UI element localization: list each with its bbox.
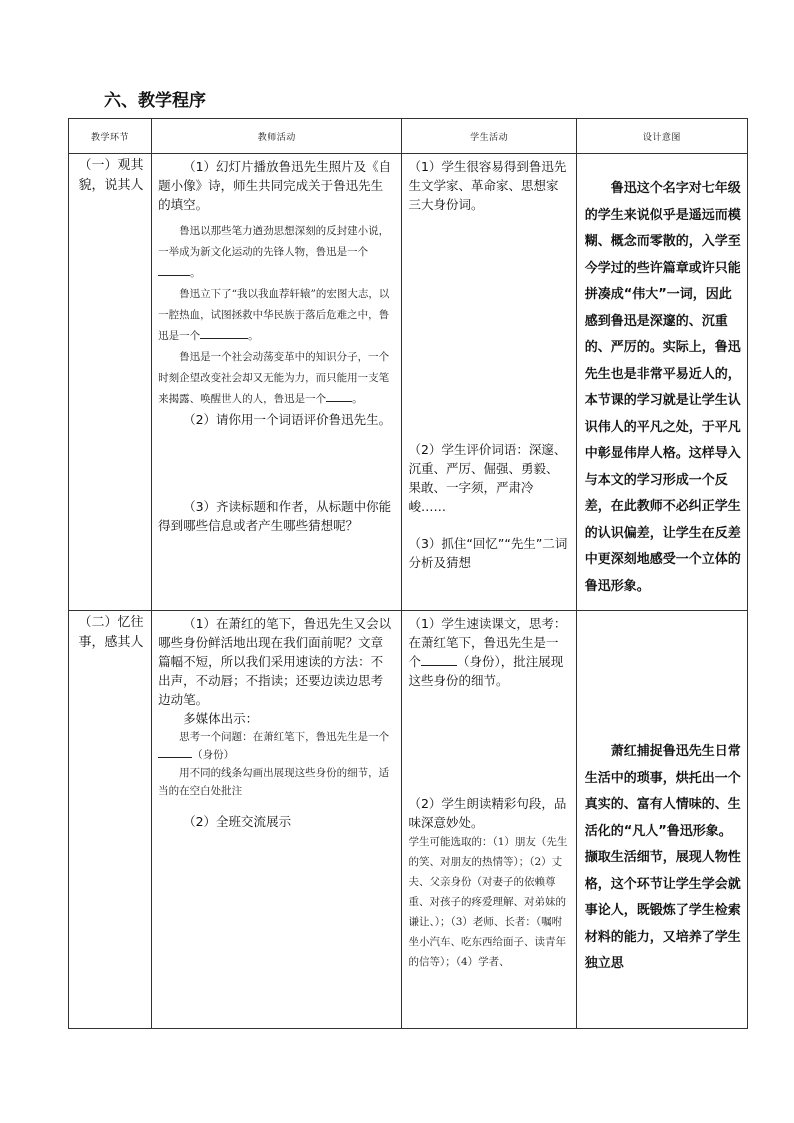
header-design-intent: 设计意图	[576, 119, 747, 154]
table-header-row	[69, 119, 748, 154]
fill-blank-question: 鲁迅立下了“我以我血荐轩辕”的宏图大志，以一腔热血，试图拯救中华民族于落后危难之中，鲁迅是一个 。	[158, 288, 390, 342]
fill-blank-question: 鲁迅是一个社会动荡变革中的知识分子，一个时刻企望改变社会却又无能为力，而只能用一支笔来揭露、唤醒世人的人，鲁迅是一个 。	[158, 351, 390, 405]
teacher-step-3: （3）齐读标题和作者，从标题中你能得到哪些信息或者产生哪些猜想呢？	[158, 499, 392, 533]
stage-label: （一）观其貌，说其人	[78, 158, 144, 193]
media-display-label: 多媒体出示：	[183, 711, 259, 726]
design-intent-text: 萧红捕捉鲁迅先生日常生活中的琐事，烘托出一个真实的、富有人情味的、生活化的“凡人”鲁迅形象。撷取生活细节，展现人物性格，这个环节让学生学会就事论人，既锻炼了学生检索材料的能力，又培养了学生独立思	[584, 744, 741, 971]
table-row	[69, 154, 748, 611]
media-instruction: 用不同的线条勾画出展现这些身份的细节，适当的在空白处批注	[158, 767, 390, 797]
student-possible-answers: 学生可能选取的：（1）朋友（先生的笑、对朋友的热情等）；（2）丈夫、父亲身份（对妻子的依赖尊重、对孩子的疼爱理解、对弟妹的谦让、）；（3）老师、长者：（嘱咐坐小汽车、吃东西给面子、读青年的信等）；（4）学者、	[408, 836, 568, 968]
student-step-1: （1）学生很容易得到鲁迅先生文学家、革命家、思想家三大身份词。	[408, 159, 567, 212]
design-intent-cell	[576, 611, 747, 1029]
media-question: 思考一个问题：在萧红笔下，鲁迅先生是一个（身份）	[158, 728, 395, 764]
design-intent-text: 鲁迅这个名字对七年级的学生来说似乎是遥远而模糊、概念而零散的，入学至今学过的些许篇章或许只能拼凑成“伟大”一词，因此感到鲁迅是深邃的、沉重的、严厉的。实际上，鲁迅先生也是非常平易近人的，本节课的学习就是让学生认识伟人的平凡之处，于平凡中彰显伟岸人格。这样导入与本文的学习形成一个反差，在此教师不必纠正学生的认识偏差，让学生在反差中更深刻地感受一个立体的鲁迅形象。	[584, 181, 741, 594]
teacher-step-1: （1）在萧红的笔下，鲁迅先生又会以哪些身份鲜活地出现在我们面前呢？文章篇幅不短，所以我们采用速读的方法：不出声，不动唇；不指读；还要边读边思考边动笔。	[158, 616, 392, 707]
fill-blank-question: 鲁迅以那些笔力遒劲思想深刻的反封建小说，一举成为新文化运动的先锋人物，鲁迅是一个。	[158, 225, 390, 279]
student-step-1: （1）学生速读课文，思考：在萧红笔下，鲁迅先生是一个 （身份），批注展现这些身份的细节。	[408, 616, 567, 688]
teacher-step-1: （1）幻灯片播放鲁迅先生照片及《自题小像》诗，师生共同完成关于鲁迅先生的填空。	[158, 159, 392, 212]
table-row	[69, 611, 748, 1029]
teacher-step-2: （2）请你用一个词语评价鲁迅先生。	[183, 412, 392, 427]
header-student-activity: 学生活动	[402, 119, 576, 154]
student-step-2: （2）学生朗读精彩句段，品味深意妙处。	[408, 796, 567, 830]
teacher-activity-cell	[152, 611, 402, 1029]
teacher-activity-cell	[152, 154, 402, 611]
student-step-3: （3）抓住“回忆”“先生”二词分析及猜想	[408, 536, 568, 570]
design-intent-cell	[576, 154, 747, 611]
header-teacher-activity: 教师活动	[152, 119, 402, 154]
teaching-procedure-table	[68, 118, 748, 1029]
section-title: 六、教学程序	[104, 91, 206, 111]
student-activity-cell	[402, 611, 576, 1029]
stage-cell	[69, 611, 152, 1029]
teacher-step-2: （2）全班交流展示	[183, 814, 292, 829]
student-step-2: （2）学生评价词语：深邃、沉重、严厉、倔强、勇毅、果敢、一字须，严肃冷峻……	[408, 442, 567, 514]
stage-cell	[69, 154, 152, 611]
stage-label: （二）忆往事，感其人	[78, 615, 144, 650]
header-stage: 教学环节	[69, 119, 152, 154]
student-activity-cell	[402, 154, 576, 611]
